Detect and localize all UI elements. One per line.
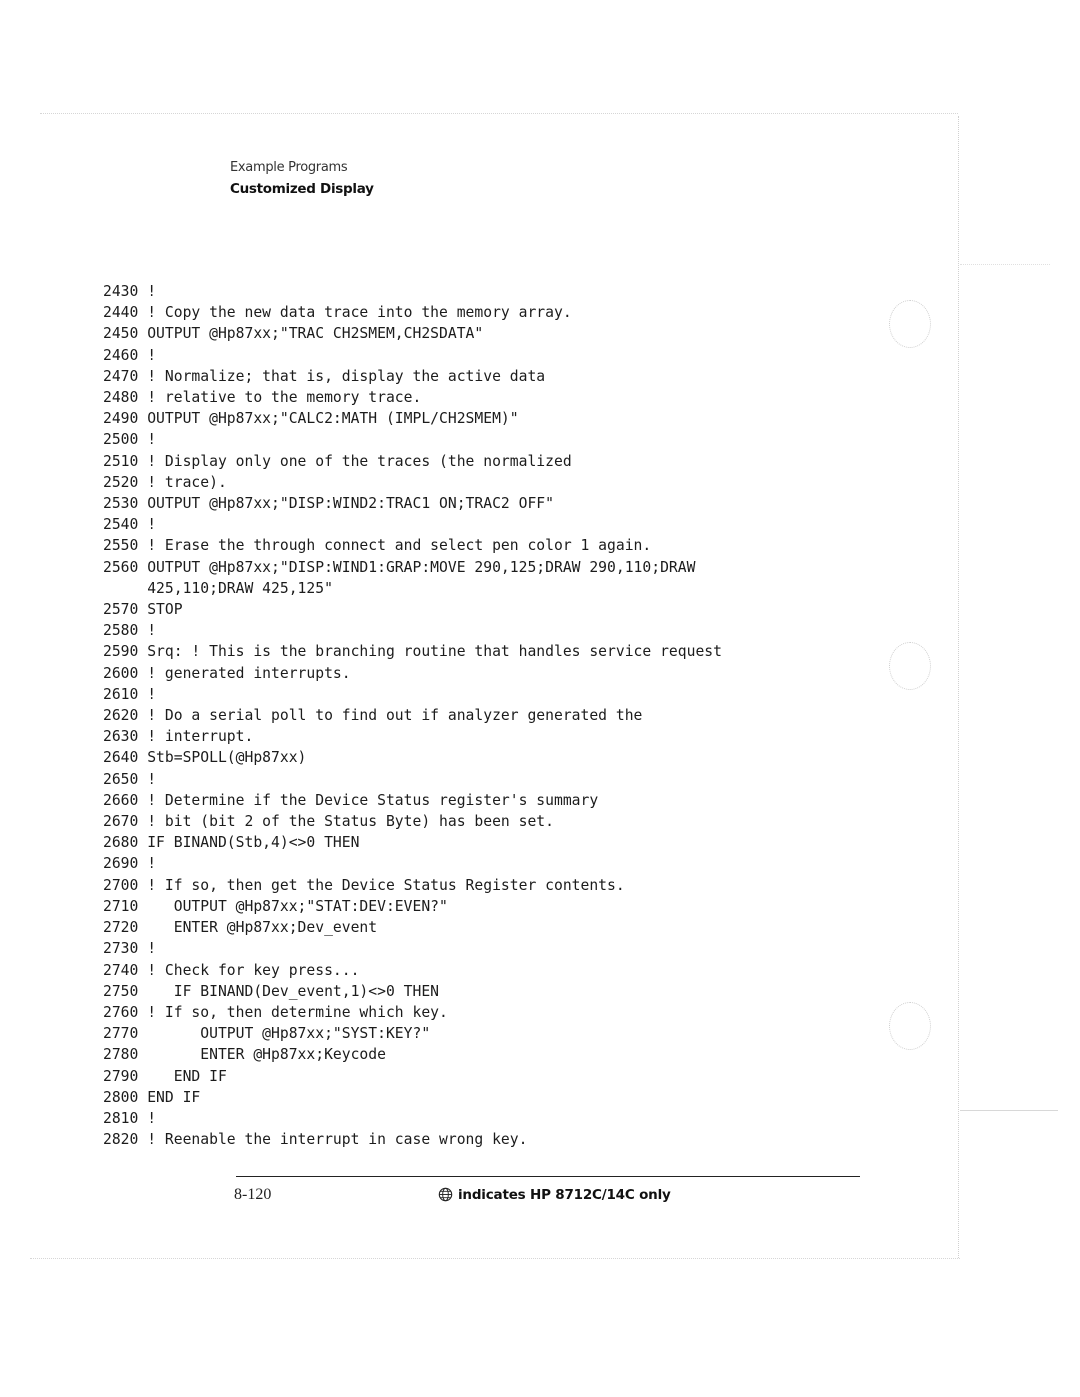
code-line: 2700 ! If so, then get the Device Status Register contents. xyxy=(103,876,625,894)
scan-edge-top xyxy=(40,113,958,114)
footer-note xyxy=(438,1187,671,1203)
code-line: 2770 OUTPUT @Hp87xx;"SYST:KEY?" xyxy=(103,1025,431,1043)
code-line: 2630 ! interrupt. xyxy=(103,728,254,746)
code-line: 2600 ! generated interrupts. xyxy=(103,664,351,682)
binder-hole xyxy=(889,300,931,348)
running-header xyxy=(230,160,374,197)
code-line: 2450 OUTPUT @Hp87xx;"TRAC CH2SMEM,CH2SDATA" xyxy=(103,325,484,343)
code-line: 2510 ! Display only one of the traces (the normalized xyxy=(103,452,572,470)
page-number: 8-120 xyxy=(234,1186,272,1203)
code-line: 2460 ! xyxy=(103,346,157,364)
code-line: 2640 Stb=SPOLL(@Hp87xx) xyxy=(103,749,307,767)
code-line: 2750 IF BINAND(Dev_event,1)<>0 THEN xyxy=(103,982,440,1000)
globe-icon xyxy=(438,1187,453,1202)
code-line: 2440 ! Copy the new data trace into the memory array. xyxy=(103,304,572,322)
code-line: 2660 ! Determine if the Device Status register's summary xyxy=(103,791,599,809)
code-line: 2530 OUTPUT @Hp87xx;"DISP:WIND2:TRAC1 ON;TRAC2 OFF" xyxy=(103,495,554,513)
code-line: 2650 ! xyxy=(103,770,157,788)
scan-edge-right xyxy=(958,116,959,1258)
code-line: 2550 ! Erase the through connect and select pen color 1 again. xyxy=(103,537,652,555)
code-listing xyxy=(103,281,722,1150)
scan-edge-mark xyxy=(960,264,1050,265)
code-line: 2480 ! relative to the memory trace. xyxy=(103,389,422,407)
footer-note-text: indicates HP 8712C/14C only xyxy=(458,1187,671,1203)
code-line: 2720 ENTER @Hp87xx;Dev_event xyxy=(103,919,378,937)
binder-hole xyxy=(889,642,931,690)
code-line: 2560 OUTPUT @Hp87xx;"DISP:WIND1:GRAP:MOVE 290,125;DRAW 290,110;DRAW xyxy=(103,558,696,576)
code-line: 2430 ! xyxy=(103,283,157,300)
code-line: 2490 OUTPUT @Hp87xx;"CALC2:MATH (IMPL/CH2SMEM)" xyxy=(103,410,519,428)
scan-edge-bottom xyxy=(30,1258,960,1259)
code-line: 2690 ! xyxy=(103,855,157,873)
footer-rule xyxy=(236,1176,860,1177)
code-line: 2810 ! xyxy=(103,1109,157,1127)
code-line: 2590 Srq: ! This is the branching routine that handles service request xyxy=(103,643,722,661)
binder-hole xyxy=(889,1002,931,1050)
scan-edge-mark xyxy=(960,1110,1058,1111)
code-line: 2790 END IF xyxy=(103,1067,227,1085)
code-line: 2780 ENTER @Hp87xx;Keycode xyxy=(103,1046,386,1064)
page-title: Customized Display xyxy=(230,181,374,197)
code-line: 2580 ! xyxy=(103,622,157,640)
code-line: 2740 ! Check for key press... xyxy=(103,961,360,979)
code-line: 2620 ! Do a serial poll to find out if analyzer generated the xyxy=(103,707,643,725)
code-line: 2670 ! bit (bit 2 of the Status Byte) has been set. xyxy=(103,813,554,831)
code-line: 2610 ! xyxy=(103,685,157,703)
code-line: 2540 ! xyxy=(103,516,157,534)
section-label: Example Programs xyxy=(230,160,348,175)
code-line: 2730 ! xyxy=(103,940,157,958)
code-line: 2470 ! Normalize; that is, display the active data xyxy=(103,367,546,385)
code-line: 2800 END IF xyxy=(103,1088,201,1106)
code-line: 2570 STOP xyxy=(103,601,183,619)
code-line: 2500 ! xyxy=(103,431,157,449)
code-line: 2820 ! Reenable the interrupt in case wrong key. xyxy=(103,1131,528,1149)
code-line: 2710 OUTPUT @Hp87xx;"STAT:DEV:EVEN?" xyxy=(103,897,448,915)
code-line: 2760 ! If so, then determine which key. xyxy=(103,1003,448,1021)
code-line: 2520 ! trace). xyxy=(103,473,227,491)
code-line: 425,110;DRAW 425,125" xyxy=(103,579,333,597)
code-line: 2680 IF BINAND(Stb,4)<>0 THEN xyxy=(103,834,360,852)
